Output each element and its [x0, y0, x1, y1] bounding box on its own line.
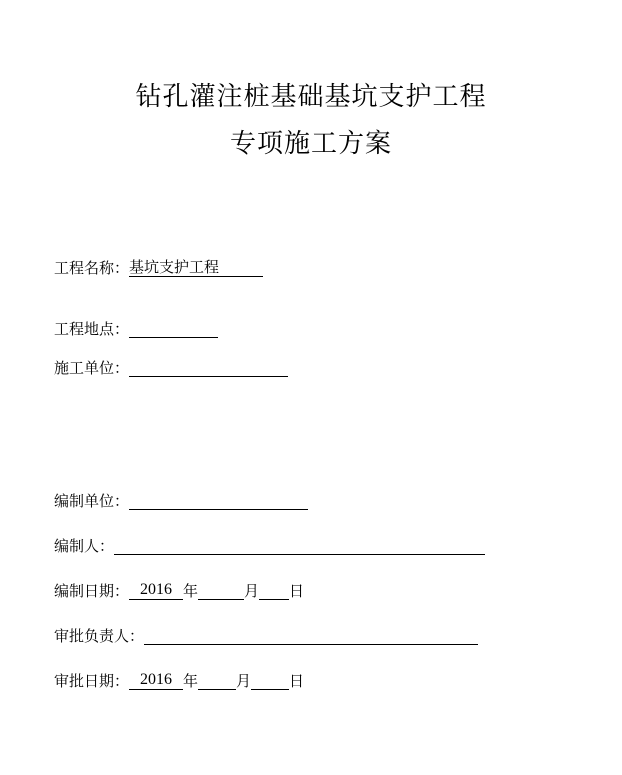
compiler-blank — [114, 534, 485, 555]
project-location-label: 工程地点： — [54, 320, 130, 338]
approve-date-label: 审批日期： — [54, 672, 130, 690]
compiler-row — [54, 534, 485, 558]
approve-date-year: 2016 — [129, 669, 183, 690]
project-name-value: 基坑支护工程 — [129, 256, 263, 277]
compiling-unit-blank — [129, 489, 308, 510]
compile-date-year: 2016 — [129, 579, 183, 600]
compiling-unit-row — [54, 489, 308, 513]
compile-date-row — [54, 579, 304, 603]
year-unit: 年 — [183, 582, 199, 600]
project-name-label: 工程名称： — [54, 259, 130, 277]
approver-blank — [144, 624, 478, 645]
compile-date-day-blank — [259, 579, 289, 600]
day-unit: 日 — [289, 582, 305, 600]
approver-label: 审批负责人： — [54, 627, 145, 645]
construction-unit-row — [54, 356, 288, 380]
approve-date-day-blank — [251, 669, 289, 690]
year-unit: 年 — [183, 672, 199, 690]
approver-row — [54, 624, 478, 648]
approve-date-row — [54, 669, 304, 693]
construction-unit-label: 施工单位： — [54, 359, 130, 377]
project-location-blank — [129, 317, 218, 338]
project-location-row — [54, 317, 218, 341]
document-title: 钻孔灌注桩基础基坑支护工程 — [135, 82, 487, 112]
month-unit: 月 — [236, 672, 252, 690]
compiling-unit-label: 编制单位： — [54, 492, 130, 510]
compile-date-label: 编制日期： — [54, 582, 130, 600]
construction-unit-blank — [129, 356, 288, 377]
project-name-row — [54, 256, 263, 280]
document-subtitle: 专项施工方案 — [229, 129, 392, 159]
compiler-label: 编制人： — [54, 537, 115, 555]
day-unit: 日 — [289, 672, 305, 690]
compile-date-month-blank — [198, 579, 244, 600]
approve-date-month-blank — [198, 669, 236, 690]
month-unit: 月 — [244, 582, 260, 600]
